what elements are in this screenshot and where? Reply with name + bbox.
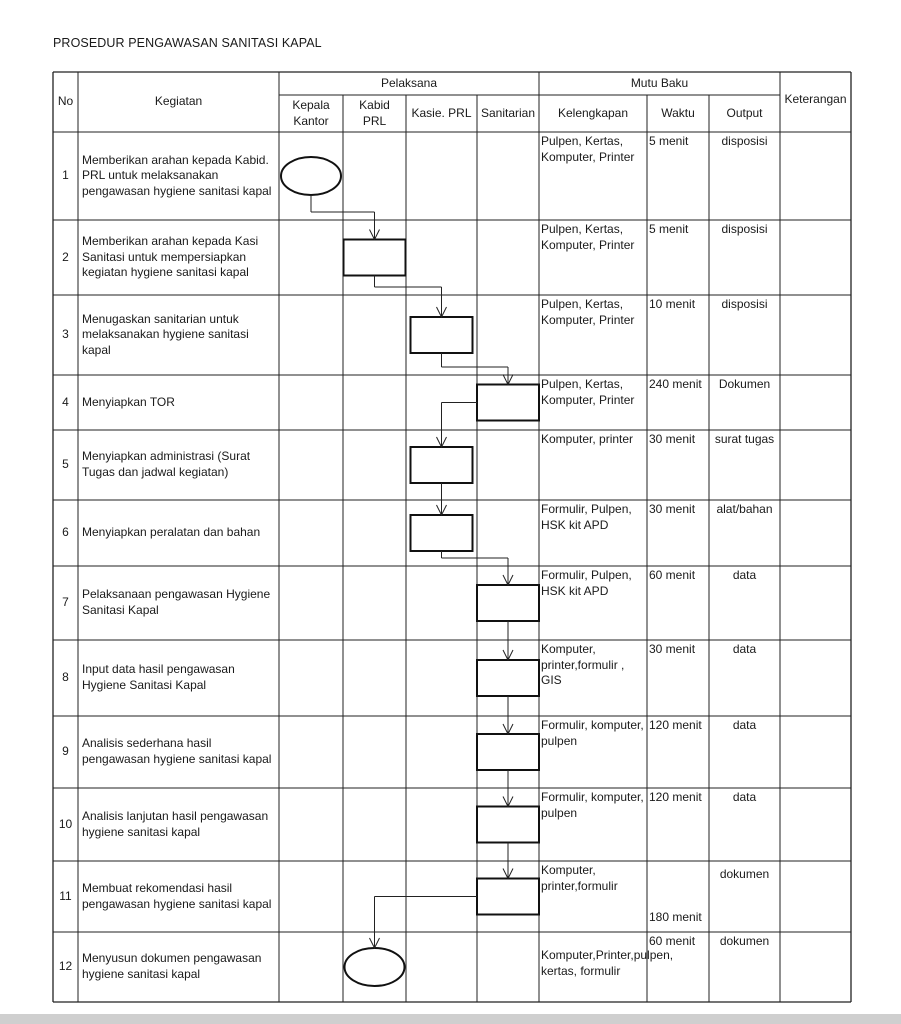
row-kegiatan [80, 716, 279, 788]
row-output [709, 640, 780, 716]
row-waktu-text: 5 menit [649, 134, 689, 148]
row-keterangan [780, 375, 851, 430]
row-waktu [647, 375, 709, 430]
header-kasie-prl-text: Kasie. PRL [411, 105, 472, 120]
row-keterangan [780, 430, 851, 500]
row-output-text: data [732, 790, 757, 804]
row-output [709, 788, 780, 861]
header-waktu [647, 95, 709, 132]
row-waktu-text: 180 menit [649, 910, 702, 925]
row-waktu-text: 60 menit [649, 568, 696, 582]
flow-process-box [344, 240, 406, 276]
row-kegiatan-text: Input data hasil pengawasan Hygiene Sanitasi Kapal [82, 662, 235, 692]
row-no [53, 132, 78, 220]
row-no [53, 375, 78, 430]
header-sanitarian [477, 95, 539, 132]
row-keterangan [780, 295, 851, 375]
row-kegiatan-text: Menyiapkan TOR [82, 394, 175, 409]
row-kelengkapan-text: Pulpen, Kertas, Komputer, Printer [541, 297, 635, 327]
row-no-text: 4 [62, 394, 69, 409]
row-kegiatan-text: Menyiapkan peralatan dan bahan [82, 525, 261, 540]
row-output-text: surat tugas [714, 432, 775, 446]
header-mutu-baku-text: Mutu Baku [630, 75, 689, 90]
row-no [53, 295, 78, 375]
row-no [53, 932, 78, 1002]
row-kegiatan-text: Membuat rekomendasi hasil pengawasan hygiene sanitasi kapal [82, 880, 272, 911]
row-kelengkapan [539, 375, 647, 430]
row-kegiatan [80, 132, 279, 220]
row-keterangan [780, 220, 851, 295]
row-kelengkapan-text: Pulpen, Kertas, Komputer, Printer [541, 134, 635, 164]
row-no-text: 9 [62, 744, 69, 759]
flow-process-box [477, 385, 539, 421]
row-kelengkapan-text: Formulir, Pulpen, HSK kit APD [541, 568, 632, 598]
row-no-text: 11 [59, 888, 72, 903]
header-pelaksana-text: Pelaksana [380, 75, 438, 90]
row-waktu [647, 132, 709, 220]
row-output [709, 220, 780, 295]
row-no [53, 430, 78, 500]
row-waktu-text: 5 menit [649, 222, 689, 236]
row-kelengkapan [539, 500, 647, 566]
row-kelengkapan-text: Pulpen, Kertas, Komputer, Printer [541, 222, 635, 252]
header-mutu-baku [539, 72, 780, 95]
row-no-text: 1 [62, 168, 69, 183]
header-sanitarian-text: Sanitarian [480, 105, 536, 120]
row-output [709, 861, 780, 932]
row-no [53, 716, 78, 788]
row-output-text: disposisi [721, 297, 768, 311]
row-kegiatan [80, 566, 279, 640]
row-output [709, 932, 780, 1002]
flow-process-box [411, 515, 473, 551]
flow-process-box [477, 660, 539, 696]
row-output-text: data [732, 568, 757, 582]
header-waktu-text: Waktu [661, 105, 695, 120]
row-no [53, 500, 78, 566]
row-kelengkapan-text: Formulir, Pulpen, HSK kit APD [541, 502, 632, 532]
row-kelengkapan [539, 430, 647, 500]
row-waktu-text: 10 menit [649, 297, 696, 311]
row-output-text: Dokumen [718, 377, 771, 391]
row-output-text: dokumen [719, 867, 770, 881]
row-no-text: 2 [62, 249, 69, 264]
row-kegiatan-text: Memberikan arahan kepada Kasi Sanitasi untuk mempersiapkan kegiatan hygiene sanitasi kapal [82, 234, 259, 280]
row-kegiatan-text: Menyiapkan administrasi (Surat Tugas dan jadwal kegiatan) [82, 449, 251, 479]
row-output [709, 375, 780, 430]
row-no-text: 5 [62, 457, 69, 472]
row-kelengkapan [539, 716, 647, 788]
row-waktu-text: 60 menit [649, 934, 696, 948]
row-keterangan [780, 566, 851, 640]
row-kelengkapan [539, 132, 647, 220]
row-keterangan [780, 932, 851, 1002]
row-kegiatan [80, 500, 279, 566]
row-waktu [647, 500, 709, 566]
row-no [53, 640, 78, 716]
row-kegiatan [80, 932, 279, 1002]
row-no [53, 220, 78, 295]
row-keterangan [780, 788, 851, 861]
header-output-text: Output [726, 105, 763, 120]
row-kelengkapan-text: Formulir, komputer, pulpen [541, 790, 644, 820]
header-output [709, 95, 780, 132]
flow-process-box [411, 317, 473, 353]
row-kelengkapan-text: Pulpen, Kertas, Komputer, Printer [541, 377, 635, 407]
row-no-text: 12 [58, 959, 73, 974]
row-waktu [647, 932, 709, 1002]
row-output-text: disposisi [721, 222, 768, 236]
header-kegiatan [78, 72, 279, 132]
header-kabid-prl [355, 95, 394, 132]
header-kelengkapan-text: Kelengkapan [557, 105, 629, 120]
row-waktu-text: 30 menit [649, 502, 696, 516]
row-output-text: data [732, 718, 757, 732]
flow-process-box [411, 447, 473, 483]
row-keterangan [780, 716, 851, 788]
row-waktu [647, 716, 709, 788]
row-kegiatan-text: Analisis sederhana hasil pengawasan hygiene sanitasi kapal [82, 736, 272, 766]
header-kelengkapan [539, 95, 647, 132]
header-pelaksana [279, 72, 539, 95]
row-output-text: data [732, 642, 757, 656]
row-no-text: 3 [62, 327, 69, 342]
header-kepala-kantor [287, 95, 335, 132]
row-no-text: 10 [58, 816, 73, 831]
row-kegiatan [80, 861, 279, 932]
row-kelengkapan [539, 861, 647, 932]
row-kegiatan [80, 640, 279, 716]
row-no-text: 7 [62, 595, 69, 610]
header-kepala-kantor-text: Kepala Kantor [292, 97, 330, 128]
row-kelengkapan [539, 640, 647, 716]
row-kelengkapan [539, 788, 647, 861]
row-output [709, 132, 780, 220]
row-keterangan [780, 640, 851, 716]
row-waktu [647, 220, 709, 295]
viewer-bottom-bar [0, 1014, 901, 1024]
row-waktu [647, 430, 709, 500]
row-no-text: 8 [62, 670, 69, 685]
row-kelengkapan-text: Komputer, printer,formulir [541, 863, 618, 893]
row-kelengkapan-text: Komputer, printer,formulir , GIS [541, 642, 625, 688]
row-output-text: disposisi [721, 134, 768, 148]
header-keterangan [780, 72, 851, 132]
flow-end-terminator [345, 948, 405, 986]
row-waktu [647, 861, 709, 932]
row-kelengkapan-text: Komputer, printer [541, 432, 634, 446]
row-kegiatan-text: Menugaskan sanitarian untuk melaksanakan hygiene sanitasi kapal [82, 311, 249, 357]
row-kegiatan [80, 220, 279, 295]
row-keterangan [780, 132, 851, 220]
flow-start-terminator [281, 157, 341, 195]
row-kegiatan-text: Analisis lanjutan hasil pengawasan hygiene sanitasi kapal [82, 808, 269, 839]
row-waktu-text: 240 menit [649, 377, 702, 391]
row-kegiatan [80, 430, 279, 500]
row-no [53, 861, 78, 932]
row-waktu-text: 30 menit [649, 642, 696, 656]
row-kegiatan-text: Pelaksanaan pengawasan Hygiene Sanitasi Kapal [82, 587, 271, 617]
row-kelengkapan [539, 295, 647, 375]
row-waktu-text: 120 menit [649, 718, 702, 732]
row-kelengkapan-text: Formulir, komputer, pulpen [541, 718, 644, 748]
flow-process-box [477, 879, 539, 915]
row-kegiatan-text: Menyusun dokumen pengawasan hygiene sanitasi kapal [82, 951, 262, 981]
header-no [53, 72, 78, 132]
row-output [709, 295, 780, 375]
row-output [709, 430, 780, 500]
row-output [709, 716, 780, 788]
row-output [709, 500, 780, 566]
row-kelengkapan-text: Komputer,Printer,pulpen, kertas, formulir [541, 948, 674, 978]
row-waktu [647, 640, 709, 716]
row-kegiatan [80, 788, 279, 861]
row-waktu [647, 295, 709, 375]
document-title: PROSEDUR PENGAWASAN SANITASI KAPAL [53, 36, 322, 50]
row-output-text: alat/bahan [716, 502, 773, 516]
row-kegiatan-text: Memberikan arahan kepada Kabid. PRL untuk melaksanakan pengawasan hygiene sanitasi kapal [82, 152, 272, 198]
header-kabid-prl-text: Kabid PRL [359, 97, 390, 128]
row-kegiatan [80, 295, 279, 375]
header-keterangan-text: Keterangan [784, 92, 847, 106]
row-waktu [647, 566, 709, 640]
row-no [53, 788, 78, 861]
row-output [709, 566, 780, 640]
flow-process-box [477, 807, 539, 843]
row-no-text: 6 [62, 525, 69, 540]
row-keterangan [780, 500, 851, 566]
row-waktu-text: 120 menit [649, 790, 702, 804]
row-keterangan [780, 861, 851, 932]
flow-process-box [477, 734, 539, 770]
row-kelengkapan [539, 566, 647, 640]
row-kegiatan [80, 375, 279, 430]
row-kelengkapan [539, 220, 647, 295]
flow-process-box [477, 585, 539, 621]
header-kegiatan-text: Kegiatan [154, 94, 203, 109]
row-no [53, 566, 78, 640]
header-kasie-prl [406, 95, 477, 132]
header-no-text: No [57, 94, 74, 109]
row-waktu-text: 30 menit [649, 432, 696, 446]
row-waktu [647, 788, 709, 861]
row-output-text: dokumen [719, 934, 770, 948]
